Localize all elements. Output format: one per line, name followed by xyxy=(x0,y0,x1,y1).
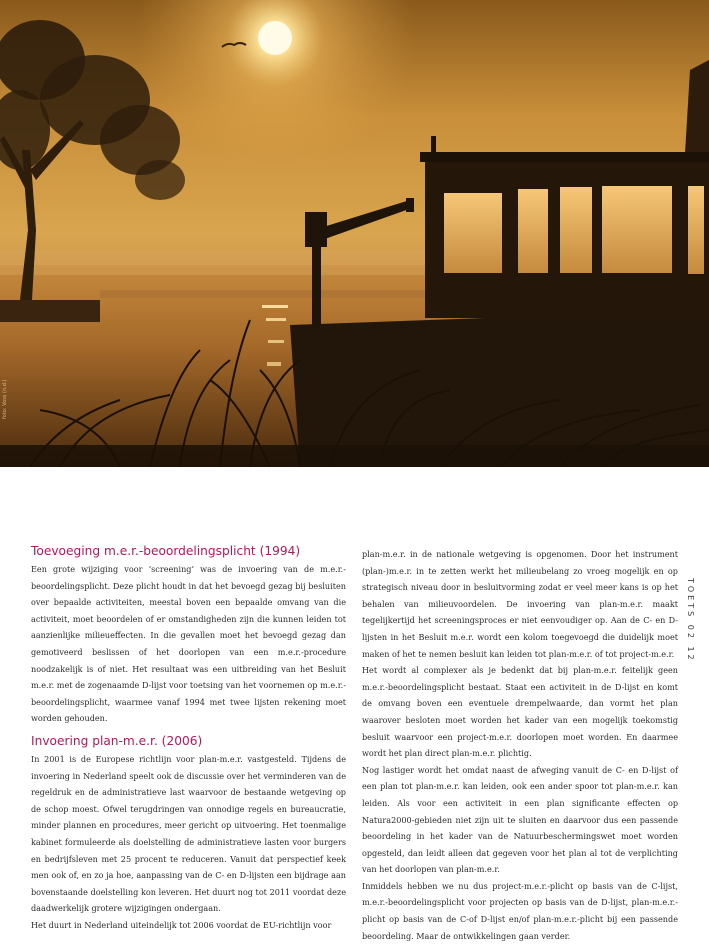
paragraph-plan-mer-continued: Het duurt in Nederland uiteindelijk tot 2006 voordat de EU-richtlijn voor xyxy=(31,919,332,930)
paragraph-right-3: Nog lastiger wordt het omdat naast de afweging vanuit de C- en D-lijst of een plan tot plan-m.e.r. kan leiden, ook een ander spoor tot plan-m.e.r. kan leiden. Als voor een activiteit in een plan significante effecten op Natura2000-gebieden niet zijn uit te sluiten en daarvoor dus een passende beoordeling in het kader van de Natuurbeschermingswet moet worden opgesteld, dan leidt alleen dat gegeven voor het plan al tot de verplichting van het doorlopen van plan-m.e.r. xyxy=(362,764,678,875)
paragraph-beoordelingsplicht: Een grote wijziging voor ‘screening’ was de invoering van de m.e.r.-beoordelingsplicht. Deze plicht houdt in dat het bevoegd gezag bij besluiten over bepaalde activiteiten, meestal boven een bepaalde omvang van die activiteit, moet beoordelen of er omstandigheden zijn die kunnen leiden tot aanzienlijke milieueffecten. In die gevallen moet het bevoegd gezag dan gemotiveerd beslissen of het doorlopen van een m.e.r.-procedure noodzakelijk is of niet. Het resultaat was een uitbreiding van het Besluit m.e.r. met de zogenaamde D-lijst voor toetsing van het voornemen op m.e.r.-beoordelingsplicht, waarmee vanaf 1994 met twee lijsten rekening moet worden gehouden. xyxy=(31,564,346,724)
paragraph-right-4: Inmiddels hebben we nu dus project-m.e.r.-plicht op basis van de C-lijst, m.e.r.-beoordelingsplicht voor projecten op basis van de D-lijst, plan-m.e.r.-plicht op basis van de C-of D-lijst en/of plan-m.e.r.-plicht bij een passende beoordeling. Maar de ontwikkelingen gaan verder. xyxy=(362,880,678,941)
journal-issue-label: TOETS 02 12 xyxy=(686,578,695,663)
sunset-boat-illustration xyxy=(0,0,709,467)
paragraph-right-2: Het wordt al complexer als je bedenkt dat bij plan-m.e.r. feitelijk geen m.e.r.-beoordelingsplicht bestaat. Staat een activiteit in de D-lijst en komt de omvang boven een eventuele drempelwaarde, dan vormt het plan waarover besloten moet worden het kader van een mogelijk toekomstig besluit waarvoor een project-m.e.r. doorlopen moet worden. En daarmee wordt het plan direct plan-m.e.r. plichtig. xyxy=(362,665,678,759)
paragraph-right-1: plan-m.e.r. in de nationale wetgeving is opgenomen. Door het instrument (plan-)m.e.r. in te zetten werkt het milieubelang zo vroeg mogelijk en op strategisch niveau door in besluitvorming zodat er veel meer kans is op het behalen van milieuvoordelen. De invoering van plan-m.e.r. maakt tegelijkertijd het screeningsproces er niet eenvoudiger op. Aan de C- en D-lijsten in het Besluit m.e.r. wordt een kolom toegevoegd die duidelijk moet maken of het te nemen besluit kan leiden tot plan-m.e.r. of tot project-m.e.r. xyxy=(362,549,678,659)
right-column xyxy=(362,546,678,944)
section-heading-plan-mer: Invoering plan-m.e.r. (2006) xyxy=(31,733,203,748)
header-photo xyxy=(0,0,709,467)
photo-credit: foto: Voss (n.d.) xyxy=(2,379,8,419)
section-heading-beoordelingsplicht: Toevoeging m.e.r.-beoordelingsplicht (1994) xyxy=(31,544,301,558)
paragraph-plan-mer: In 2001 is de Europese richtlijn voor plan-m.e.r. vastgesteld. Tijdens de invoering in Nederland speelt ook de discussie over het verminderen van de regeldruk en de administratieve last waarvoor de bestaande wetgeving op de schop moest. Ofwel terugdringen van onnodige regels en bureaucratie, minder plannen en procedures, meer gericht op uitvoering. Het toenmalige kabinet formuleerde als doelstelling de administratieve lasten voor burgers en bedrijfsleven met 25 procent te reduceren. Vanuit dat perspectief keek men ook of, en zo ja hoe, aanpassing van de C- en D-lijsten een bijdrage aan bovenstaande doelstelling kon leveren. Het duurt nog tot 2011 voordat deze daadwerkelijk grotere wijzigingen ondergaan. xyxy=(31,753,346,914)
left-column xyxy=(31,543,346,933)
